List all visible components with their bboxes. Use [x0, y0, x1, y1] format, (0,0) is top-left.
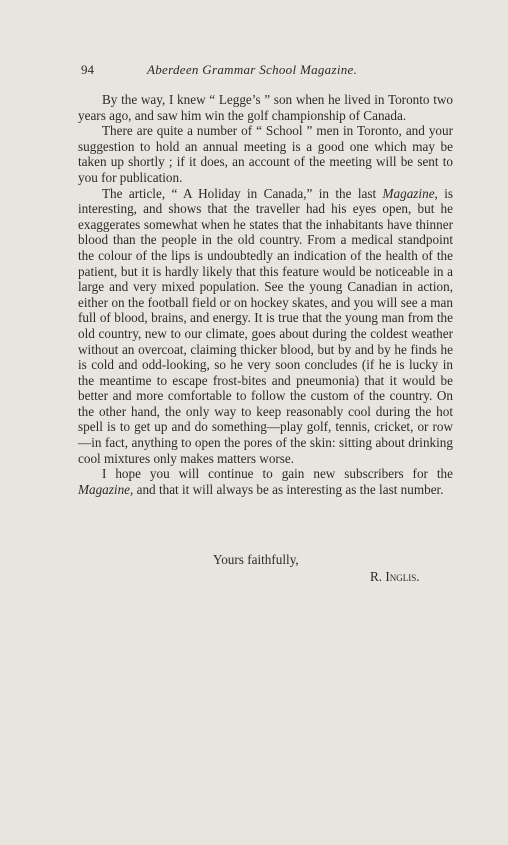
- paragraph-text: The article, “ A Holiday in Canada,” in the last: [102, 185, 383, 201]
- paragraph: [78, 466, 453, 497]
- magazine-title-italic: Magazine: [78, 481, 131, 497]
- paragraph-text: , is interesting, and shows that the traveller had his eyes open, but he exaggerates somewhat when he states that the inhabitants have thinner blood than the people in the old country. From a medical standpoint the colour of the lips is undoubtedly an indication of the health of the patient, but it is hardly likely that this feature would be noticeable in a large and very mixed population. See the young Canadian in action, either on the football field or on hockey skates, and you will see a man full of blood, brains, and energy. It is true that the young man from the old country, new to our climate, goes about during the coldest weather without an overcoat, claiming thicker blood, but by and by he finds he is cold and odd-looking, so he very soon concludes (if he is lucky in the meantime to escape frost-bites and pneumonia) that it would be better and more comfortable to follow the custom of the country. On the other hand, the only way to keep reasonably cool during the hot spell is to get up and do something—play golf, tennis, cricket, or row—in fact, anything to open the pores of the skin: sitting about drinking cool mixtures only makes matters worse.: [78, 185, 454, 466]
- signature-initial: R.: [370, 569, 383, 584]
- paragraph-text: There are quite a number of “ School ” men in Toronto, and your suggestion to hold an annual meeting is a good one which may be taken up shortly ; if it does, an account of the meeting will be sent to you for publication.: [78, 123, 453, 185]
- signature-surname: Inglis.: [385, 569, 420, 584]
- magazine-title-italic: Magazine: [382, 185, 435, 201]
- paragraph: [78, 186, 453, 467]
- paragraph: [78, 123, 453, 185]
- page-header: [81, 62, 459, 80]
- paragraph-text: I hope you will continue to gain new subscribers for the: [102, 466, 453, 482]
- letter-body: [78, 92, 453, 497]
- letter-signature: [370, 569, 420, 585]
- paragraph: [78, 92, 453, 123]
- letter-closing: Yours faithfully,: [213, 552, 299, 567]
- running-title: Aberdeen Grammar School Magazine.: [147, 62, 358, 77]
- page-number: 94: [81, 62, 94, 77]
- paragraph-text: , and that it will always be as interesting as the last number.: [130, 481, 444, 497]
- paragraph-text: By the way, I knew “ Legge’s ” son when he lived in Toronto two years ago, and saw him win the golf championship of Canada.: [78, 92, 453, 123]
